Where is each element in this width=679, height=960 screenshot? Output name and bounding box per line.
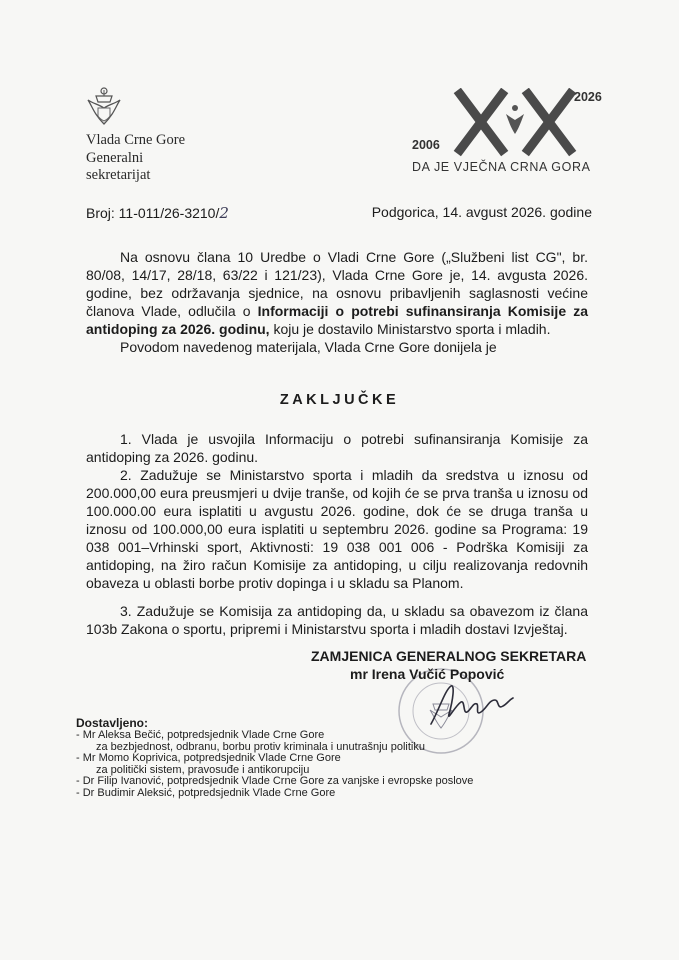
jubilee-year-end: 2026	[574, 90, 602, 104]
jubilee-motto: DA JE VJEČNA CRNA GORA	[412, 160, 591, 174]
document-title: ZAKLJUČKE	[279, 392, 400, 408]
distribution-item: - Mr Aleksa Bečić, potpredsjednik Vlade Crne Gore	[76, 729, 325, 741]
org-line-2: Generalni	[86, 149, 144, 166]
distribution-item-detail: za politički sistem, pravosuđe i antikorupciju	[96, 763, 310, 776]
reference-number-handwritten: 2	[219, 204, 229, 222]
handwritten-signature-icon	[425, 680, 515, 730]
organization-name	[86, 132, 185, 185]
distribution-heading: Dostavljeno:	[76, 716, 149, 730]
intro-text-before: Na osnovu člana 10 Uredbe o Vladi Crne Gore („Službeni list CG", br. 80/08, 14/17, 28/18, 63/22 i 121/23), Vlada Crne Gore je, 14. avgusta 2026. godine, bez održavanja sjednice, na osnovu pribavljenih saglasnosti većine članova Vlade, odlučila o	[86, 249, 588, 319]
distribution-item: - Mr Momo Koprivica, potpredsjednik Vlade Crne Gore	[76, 752, 341, 765]
reference-number-label: Broj: 11-011/26-3210/	[86, 205, 220, 221]
intro-bold-subject: Informaciji o potrebi sufinansiranja Komisije za antidoping za 2026. godinu,	[86, 303, 588, 337]
distribution-item: - Dr Budimir Aleksić, potpredsjednik Vlade Crne Gore	[76, 786, 336, 799]
intro-text-after: koju je dostavilo Ministarstvo sporta i mladih.	[269, 321, 551, 337]
distribution-item: - Dr Filip Ivanović, potpredsjednik Vlade Crne Gore za vanjske i evropske poslove	[76, 775, 474, 788]
place-date: Podgorica, 14. avgust 2026. godine	[371, 204, 592, 220]
conclusion-3: 3. Zadužuje se Komisija za antidoping da, u skladu sa obavezom iz člana 103b Zakona o sportu, pripremi i Ministarstvu sporta i mladih dostavi Izvještaj.	[86, 603, 588, 637]
intro-second-line: Povodom navedenog materijala, Vlada Crne Gore donijela je	[120, 339, 497, 355]
intro-main	[86, 248, 588, 338]
jubilee-year-start: 2006	[412, 138, 440, 152]
org-line-1: Vlada Crne Gore	[86, 132, 186, 148]
conclusion-2: 2. Zadužuje se Ministarstvo sporta i mladih da sredstva u iznosu od 200.000,00 eura preusmjeri u dvije tranše, od kojih će se prva tranša u iznosu od 100.000.00 eura isplatiti u avgustu 2026. godine, dok će se druga tranša u iznosu od 100.000,00 eura isplatiti u septembru 2026. godine sa Programa: 19 038 001–Vrhinski sport, Aktivnosti: 19 038 001 006 - Podrška Komisiji za antidoping, na žiro račun Komisije za antidoping, u cilju realizovanja redovnih obaveza u oblasti borbe protiv dopinga i u skladu sa Planom.	[86, 467, 588, 591]
conclusion-1: 1. Vlada je usvojila Informaciju o potrebi sufinansiranja Komisije za antidoping za 2026. godinu.	[86, 431, 588, 465]
coat-of-arms-icon	[84, 84, 124, 128]
org-line-3: sekretarijat	[86, 167, 151, 183]
reference-number	[86, 204, 229, 222]
distribution-item-detail: za bezbjednost, odbranu, borbu protiv kriminala i unutrašnju politiku	[96, 740, 425, 753]
distribution-list	[76, 730, 473, 800]
signatory-name: mr Irena Vučić Popović	[350, 666, 505, 682]
signatory-title: ZAMJENICA GENERALNOG SEKRETARA	[311, 648, 587, 664]
intro-paragraph	[86, 248, 588, 356]
